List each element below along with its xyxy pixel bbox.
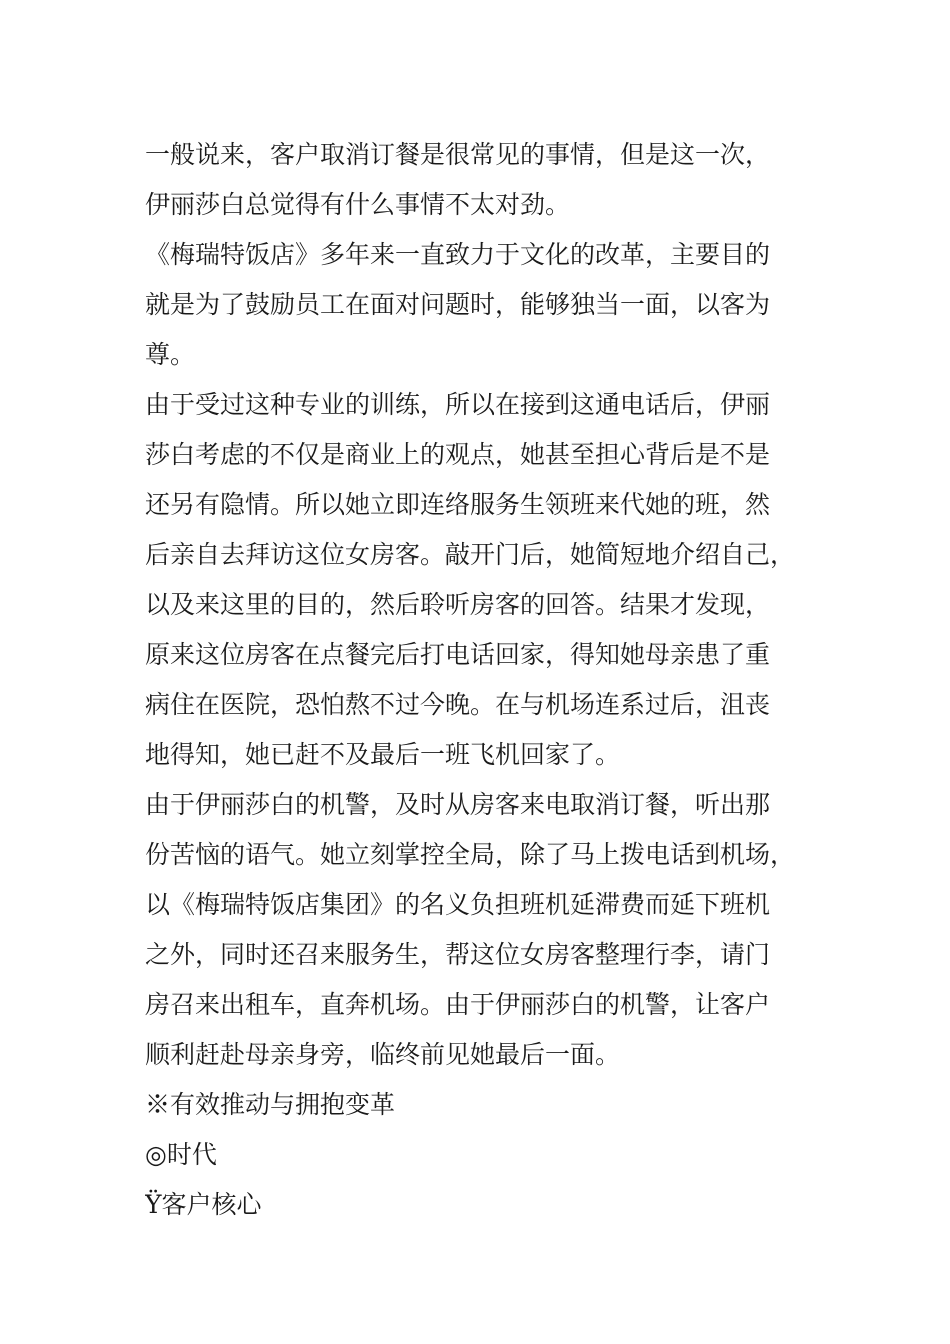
text-line: 以及来这里的目的，然后聆听房客的回答。结果才发现， [145,590,771,619]
text-line: 伊丽莎白总觉得有什么事情不太对劲。 [145,190,571,219]
text-line: 由于伊丽莎白的机警，及时从房客来电取消订餐，听出那 [145,790,771,819]
section-heading: ※有效推动与拥抱变革 [145,1090,396,1119]
subsection-heading: ◎时代 [145,1140,217,1169]
text-line: 由于受过这种专业的训练，所以在接到这通电话后，伊丽 [145,390,771,419]
text-line: 地得知，她已赶不及最后一班飞机回家了。 [145,740,621,769]
text-line: 之外，同时还召来服务生，帮这位女房客整理行李，请门 [145,940,771,969]
text-line: 尊。 [145,340,196,369]
text-line: 以《梅瑞特饭店集团》的名义负担班机延滞费而延下班机 [145,890,771,919]
text-line: 后亲自去拜访这位女房客。敲开门后，她简短地介绍自己， [145,540,796,569]
document-body [145,130,805,1230]
text-line: 病住在医院，恐怕熬不过今晚。在与机场连系过后，沮丧 [145,690,771,719]
text-line: 顺利赶赴母亲身旁，临终前见她最后一面。 [145,1040,621,1069]
text-line: 莎白考虑的不仅是商业上的观点，她甚至担心背后是不是 [145,440,771,469]
text-line: 一般说来，客户取消订餐是很常见的事情，但是这一次， [145,140,771,169]
text-line: 原来这位房客在点餐完后打电话回家，得知她母亲患了重 [145,640,771,669]
text-line: 房召来出租车，直奔机场。由于伊丽莎白的机警，让客户 [145,990,771,1019]
text-line: 还另有隐情。所以她立即连络服务生领班来代她的班，然 [145,490,771,519]
text-line: 《梅瑞特饭店》多年来一直致力于文化的改革，主要目的 [145,240,771,269]
text-line: 份苦恼的语气。她立刻掌控全局，除了马上拨电话到机场， [145,840,796,869]
bullet-item: Ÿ客户核心 [145,1190,262,1219]
text-line: 就是为了鼓励员工在面对问题时，能够独当一面，以客为 [145,290,771,319]
